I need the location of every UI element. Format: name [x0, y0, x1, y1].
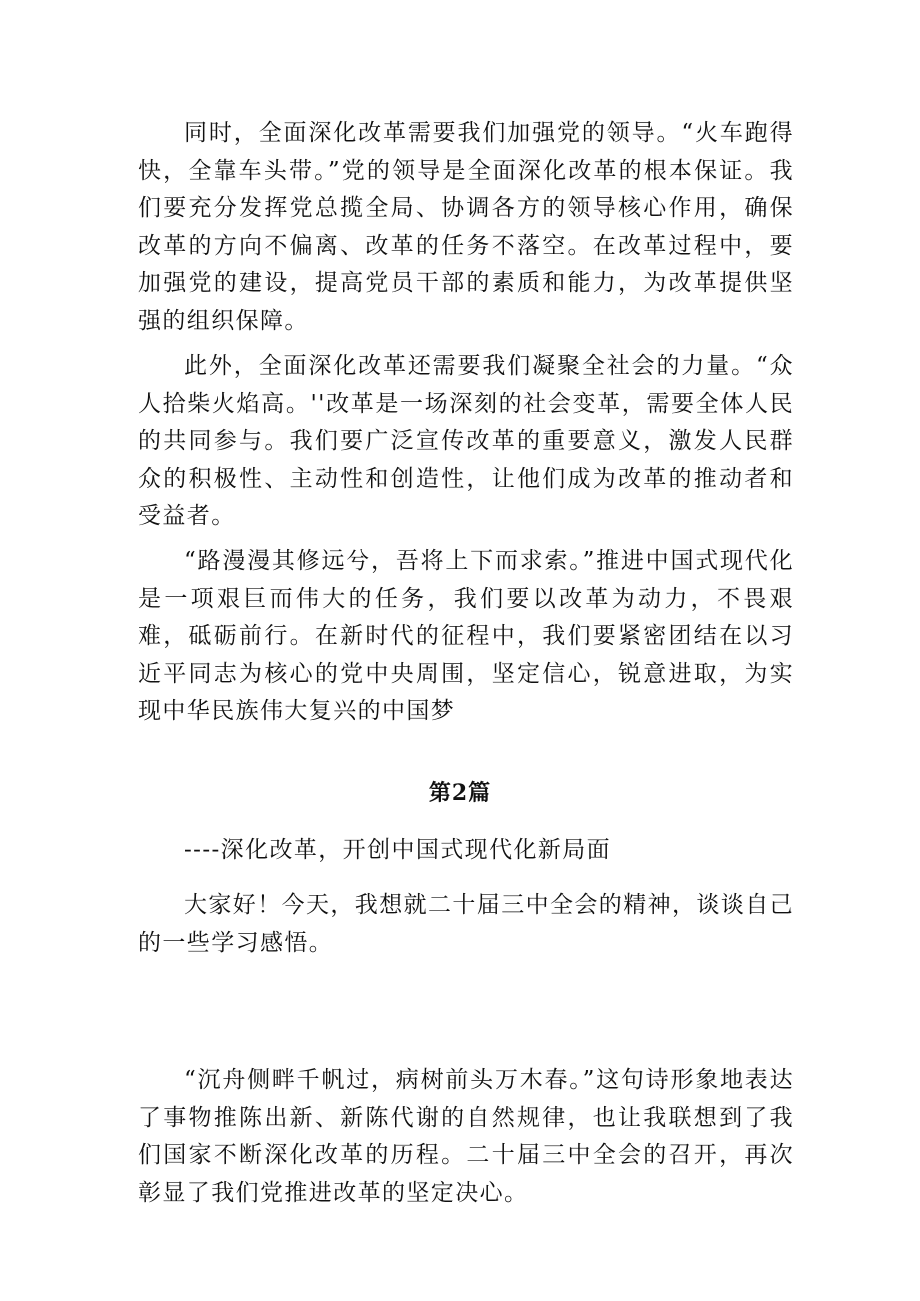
paragraph-modernization-task: “路漫漫其修远兮，吾将上下而求索。”推进中国式现代化是一项艰巨而伟大的任务，我们要以改革为动力，不畏艰难，砥砺前行。在新时代的征程中，我们要紧密团结在以习近平同志为核心的党中央周围，坚定信心，锐意进取，为实现中华民族伟大复兴的中国梦 [138, 548, 794, 724]
article-subtitle: ----深化改革，开创中国式现代化新局面 [184, 837, 612, 863]
paragraph-party-leadership: 同时，全面深化改革需要我们加强党的领导。“火车跑得快，全靠车头带。”党的领导是全面深化改革的根本保证。我们要充分发挥党总揽全局、协调各方的领导核心作用，确保改革的方向不偏离、改革的任务不落空。在改革过程中，要加强党的建设，提高党员干部的素质和能力，为改革提供坚强的组织保障。 [138, 120, 794, 334]
paragraph-poem-reflection: “沉舟侧畔千帆过，病树前头万木春。”这句诗形象地表达了事物推陈出新、新陈代谢的自然规律，也让我联想到了我们国家不断深化改革的历程。二十届三中全会的召开，再次彰显了我们党推进改革的坚定决心。 [138, 1067, 794, 1206]
section-heading: 第2篇 [428, 780, 492, 806]
paragraph-social-forces: 此外，全面深化改革还需要我们凝聚全社会的力量。“众人拾柴火焰高。''改革是一场深刻的社会变革，需要全体人民的共同参与。我们要广泛宣传改革的重要意义，激发人民群众的积极性、主动性和创造性，让他们成为改革的推动者和受益者。 [138, 353, 794, 529]
paragraph-greeting: 大家好！今天，我想就二十届三中全会的精神，谈谈自己的一些学习感悟。 [138, 892, 794, 956]
